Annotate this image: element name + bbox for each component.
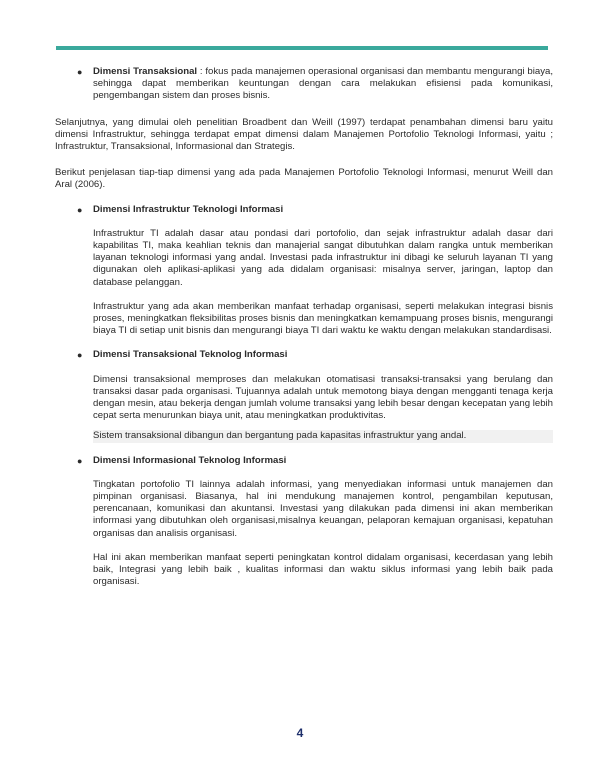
page-number: 4 [296, 726, 304, 740]
paragraph-trans-2-wrap [55, 430, 553, 442]
bullet-dot: ● [77, 455, 83, 466]
paragraph-info-1: Tingkatan portofolio TI lainnya adalah informasi, yang menyediakan informasi untuk manajemen dan pimpinan organisasi. Biasanya, hal ini mendukung manajemen kontrol, pengambilan keputusan, perencanaan, komunikasi dan akuntansi. Investasi yang dilakukan pada dimensi ini akan memberikan informasi yang dibutuhkan oleh organisasi,misalnya keuangan, pelaporan kemajuan organisasi, kepatuhan organisas dan analisis organisasi. [93, 478, 553, 539]
paragraph-infra-1: Infrastruktur TI adalah dasar atau pondasi dari portofolio, dan sejak infrastruktur adalah dasar dari kapabilitas TI, maka keahlian teknis dan manajerial sangat dibutuhkan dalam rangka untuk memberikan layanan teknologi informasi yang andal. Investasi pada infrastruktur ini dibagi ke seluruh layanan TI yang digunakan oleh aplikasi-aplikasi yang ada didalam organisasi: misalnya server, jaringan, laptop dan database pelanggan. [93, 227, 553, 288]
body-text [55, 66, 553, 589]
paragraph-weill-aral: Berikut penjelasan tiap-tiap dimensi yang ada pada Manajemen Portofolio Teknologi Informasi, menurut Weill dan Aral (2006). [55, 167, 553, 191]
paragraph-trans-1: Dimensi transaksional memproses dan melakukan otomatisasi transaksi-transaksi yang berulang dan transaksi dasar pada organisasi. Tujuannya adalah untuk memotong biaya dengan mengganti tenaga kerja dengan mesin, atau bekerja dengan jumlah volume transaksi yang lebih besar dengan kecepatan yang lebih cepat serta menurunkan biaya unit, atau meningkatkan produktivitas. [93, 373, 553, 422]
section-heading: Dimensi Infrastruktur Teknologi Informasi [93, 203, 284, 215]
bullet-transaksional [55, 66, 553, 103]
bullet-paragraph [93, 66, 553, 103]
section-heading: Dimensi Transaksional Teknolog Informasi [93, 349, 288, 361]
bullet-title: Dimensi Transaksional [93, 66, 198, 77]
heading-infrastruktur [55, 204, 553, 216]
bullet-dot: ● [77, 204, 83, 215]
bullet-dot: ● [77, 67, 83, 77]
paragraph-info-2: Hal ini akan memberikan manfaat seperti peningkatan kontrol didalam organisasi, kecerdasan yang lebih baik, Integrasi yang lebih baik , kualitas informasi dan waktu siklus informasi yang lebih baik pada organisasi. [93, 551, 553, 588]
header-rule [56, 46, 548, 50]
bullet-text: : fokus pada manajemen operasional organisasi dan membantu mengurangi biaya, sehingga dapat memberikan keuntungan dengan cara melakukan efisiensi pada komunikasi, pengembangan sistem dan proses bisnis. [93, 66, 554, 102]
bullet-dot: ● [77, 350, 83, 361]
paragraph-broadbent: Selanjutnya, yang dimulai oleh penelitian Broadbent dan Weill (1997) terdapat penambahan dimensi baru yaitu dimensi Infrastruktur, sehingga terdapat empat dimensi dalam Manajemen Portofolio Teknologi Informasi, yaitu ; Infrastruktur, Transaksional, Informasional dan Strategis. [55, 116, 553, 153]
paragraph-trans-2: Sistem transaksional dibangun dan bergantung pada kapasitas infrastruktur yang andal. [93, 430, 553, 442]
section-heading: Dimensi Informasional Teknolog Informasi [93, 454, 287, 466]
heading-informasional [55, 455, 553, 467]
paragraph-infra-2: Infrastruktur yang ada akan memberikan manfaat terhadap organisasi, seperti melakukan integrasi bisnis proses, meningkatkan fleksibilitas proses bisnis dan meningkatkan kemampuang proses bisnis, mengurangi biaya TI di setiap unit bisnis dan mengurangi biaya TI dari waktu ke waktu dengan melakukan standardisasi. [93, 300, 553, 337]
heading-transaksional [55, 349, 553, 361]
